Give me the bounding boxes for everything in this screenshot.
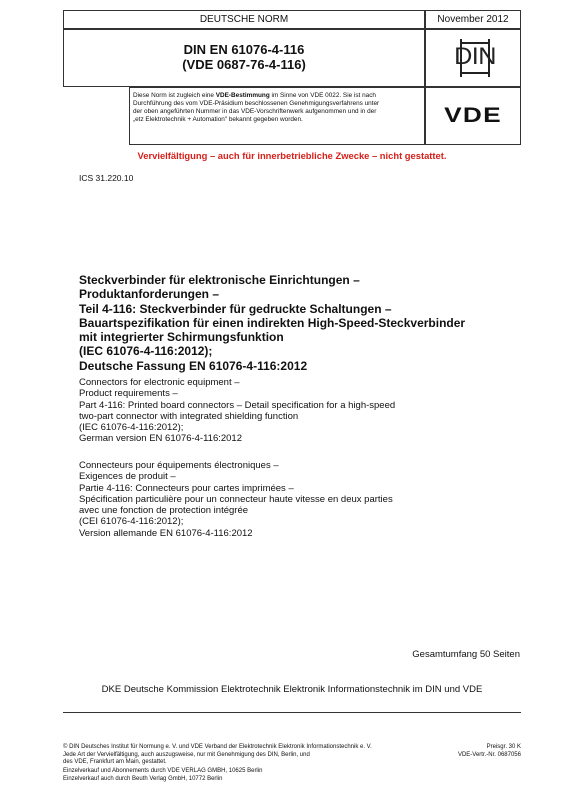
title-en-line: two-part connector with integrated shielding function <box>79 410 299 422</box>
copyright-line: © DIN Deutsches Institut für Normung e. V. und VDE Verband der Elektrotechnik Elektronik Informationstechnik e. V. <box>63 744 372 750</box>
vde-number: (VDE 0687-76-4-116) <box>182 57 306 72</box>
footer-divider <box>63 712 521 713</box>
footer-price <box>458 744 521 759</box>
title-en-line: Part 4-116: Printed board connectors – Detail specification for a high-speed <box>79 399 396 411</box>
title-english <box>79 377 395 445</box>
header-left-text: DEUTSCHE NORM <box>199 14 289 25</box>
norm-number-box <box>63 29 425 87</box>
header-standard-type <box>63 10 425 29</box>
title-de-line: Deutsche Fassung EN 61076-4-116:2012 <box>79 358 308 373</box>
title-fr-line: Spécification particulière pour un connecteur haute vitesse en deux parties <box>79 493 393 505</box>
title-fr-line: (CEI 61076-4-116:2012); <box>79 516 184 528</box>
vde-note <box>133 92 423 124</box>
title-fr-line: avec une fonction de protection intégrée <box>79 505 249 517</box>
title-german <box>79 273 465 373</box>
note-line-4: „etz Elektrotechnik + Automation" bekannt gegeben worden. <box>133 116 303 123</box>
title-french <box>79 460 393 539</box>
reproduction-warning: Vervielfältigung – auch für innerbetriebliche Zwecke – nicht gestattet. <box>137 150 447 161</box>
copyright-line: Jede Art der Vervielfältigung, auch auszugsweise, nur mit Genehmigung des DIN, Berlin, und <box>63 751 310 758</box>
dke-commission: DKE Deutsche Kommission Elektrotechnik Elektronik Informationstechnik im DIN und VDE <box>101 684 483 695</box>
title-en-line: Connectors for electronic equipment – <box>79 377 240 388</box>
title-de-line: Bauartspezifikation für einen indirekten High-Speed-Steckverbinder <box>79 315 466 330</box>
header-date <box>425 10 521 29</box>
title-fr-line: Connecteurs pour équipements électroniques – <box>79 460 279 471</box>
title-en-line: Product requirements – <box>79 388 178 400</box>
title-de-line: mit integrierter Schirmungsfunktion <box>79 330 284 345</box>
title-de-line: Produktanforderungen – <box>79 287 220 302</box>
order-number: VDE-Vertr.-Nr. 0687056 <box>457 751 521 758</box>
price-group: Preisgr. 30 K <box>486 744 521 750</box>
total-pages: Gesamtumfang 50 Seiten <box>412 649 520 660</box>
title-de-line: (IEC 61076-4-116:2012); <box>79 344 213 359</box>
title-de-line: Teil 4-116: Steckverbinder für gedruckte Schaltungen – <box>79 301 392 316</box>
header-date-text: November 2012 <box>437 14 509 25</box>
note-text-a: Diese Norm ist zugleich eine <box>133 92 216 99</box>
note-line-3: der oben angeführten Nummer in das VDE-Vorschriftenwerk aufgenommen und in der <box>133 108 377 115</box>
ics-code: ICS 31.220.10 <box>79 173 134 183</box>
sales-line: Einzelverkauf und Abonnements durch VDE VERLAG GMBH, 10625 Berlin <box>63 768 263 774</box>
note-line-2: Durchführung des vom VDE-Präsidium beschlossenen Genehmigungsverfahrens unter <box>133 100 380 107</box>
title-en-line: German version EN 61076-4-116:2012 <box>79 433 243 445</box>
title-en-line: (IEC 61076-4-116:2012); <box>79 422 184 434</box>
title-fr-line: Version allemande EN 61076-4-116:2012 <box>79 527 253 539</box>
note-text-b: im Sinne von VDE 0022. Sie ist nach <box>269 92 376 99</box>
note-bold: VDE-Bestimmung <box>215 92 270 99</box>
title-fr-line: Exigences de produit – <box>79 471 176 483</box>
title-fr-line: Partie 4-116: Connecteurs pour cartes imprimées – <box>79 482 294 494</box>
footer-copyright <box>63 744 463 767</box>
norm-number: DIN EN 61076-4-116 <box>183 42 305 57</box>
copyright-line: des VDE, Frankfurt am Main, gestattet. <box>63 759 167 766</box>
din-logo-box <box>425 29 521 87</box>
din-logo-text: DIN <box>454 43 496 70</box>
vde-logo: VDE <box>444 104 502 127</box>
title-de-line: Steckverbinder für elektronische Einrichtungen – <box>79 273 360 287</box>
sales-line: Einzelverkauf auch durch Beuth Verlag GmbH, 10772 Berlin <box>63 775 223 782</box>
footer-sales <box>63 768 463 783</box>
vde-note-box <box>129 87 425 145</box>
vde-logo-box <box>425 87 521 145</box>
